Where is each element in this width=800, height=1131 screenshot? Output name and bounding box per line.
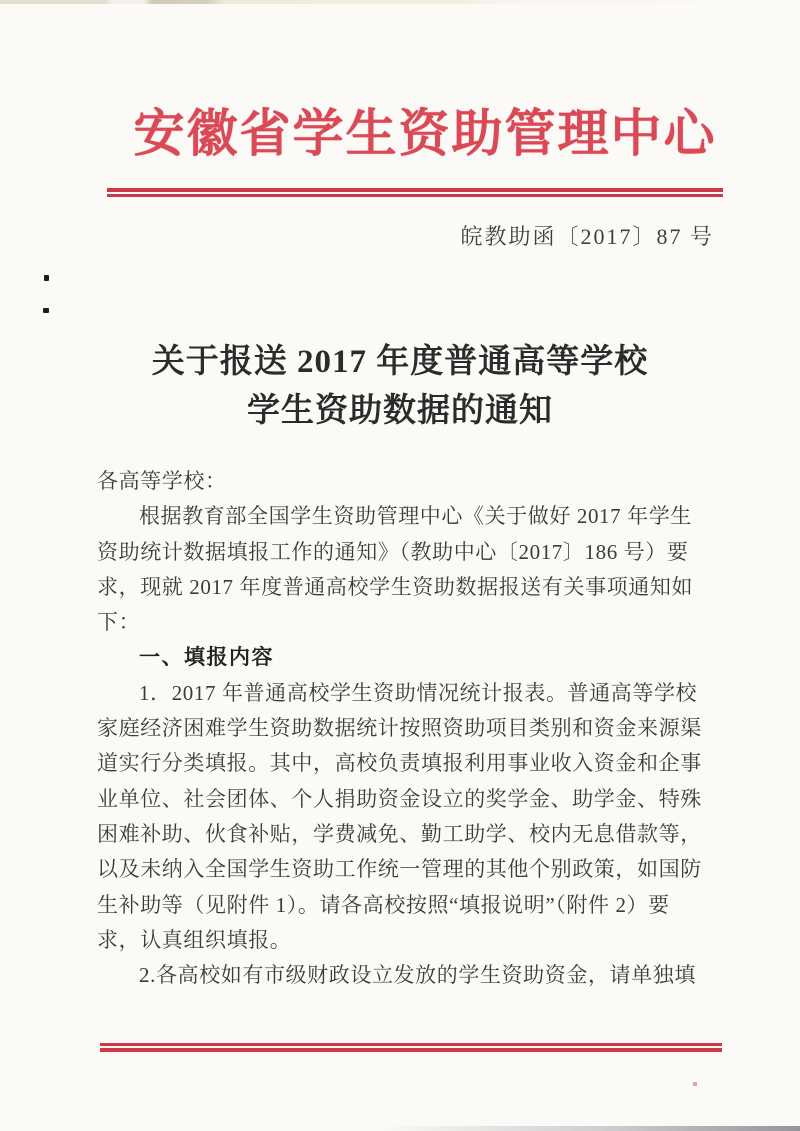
body-line: 以及未纳入全国学生资助工作统一管理的其他个别政策，如国防 xyxy=(97,857,702,882)
scanner-edge-artifact xyxy=(0,0,800,4)
body-line: 2.各高校如有市级财政设立发放的学生资助资金，请单独填 xyxy=(139,963,696,988)
scan-speck xyxy=(43,308,49,313)
body-line: 生补助等（见附件 1）。请各高校按照“填报说明”（附件 2）要 xyxy=(97,892,670,917)
body-line: 资助统计数据填报工作的通知》（教助中心〔2017〕186 号）要 xyxy=(97,539,689,564)
body-line: 困难补助、伙食补贴，学费减免、勤工助学、校内无息借款等， xyxy=(97,821,702,846)
body-line: 求，现就 2017 年度普通高校学生资助数据报送有关事项通知如 xyxy=(97,574,694,599)
letterhead-divider-rule xyxy=(107,188,723,197)
body-line: 1．2017 年普通高校学生资助情况统计报表。普通高等学校 xyxy=(139,680,698,705)
body-line: 求，认真组织填报。 xyxy=(97,927,292,952)
document-title-line-1: 关于报送 2017 年度普通高等学校 xyxy=(151,344,649,380)
letterhead-org-name: 安徽省学生资助管理中心 xyxy=(133,107,717,163)
section-heading: 一、填报内容 xyxy=(139,646,274,670)
scan-speck xyxy=(44,275,49,281)
body-line: 家庭经济困难学生资助数据统计按照资助项目类别和资金来源渠 xyxy=(97,716,702,741)
document-body xyxy=(97,464,719,993)
body-line: 下： xyxy=(97,610,141,635)
document-reference-number: 皖教助函〔2017〕87 号 xyxy=(460,224,714,249)
body-line: 根据教育部全国学生资助管理中心《关于做好 2017 年学生 xyxy=(139,504,692,529)
salutation: 各高等学校： xyxy=(97,469,227,493)
scan-speck xyxy=(693,1082,697,1086)
divider-line-bottom xyxy=(107,194,723,197)
document-title-line-2: 学生资助数据的通知 xyxy=(247,393,553,429)
footer-line-bottom xyxy=(100,1048,722,1052)
body-line: 道实行分类填报。其中，高校负责填报利用事业收入资金和企事 xyxy=(97,751,702,776)
body-line: 业单位、社会团体、个人捐助资金设立的奖学金、助学金、特殊 xyxy=(97,786,702,811)
footer-divider-rule xyxy=(100,1043,722,1052)
scanner-bottom-shadow xyxy=(380,1126,800,1131)
document-title xyxy=(0,338,800,436)
